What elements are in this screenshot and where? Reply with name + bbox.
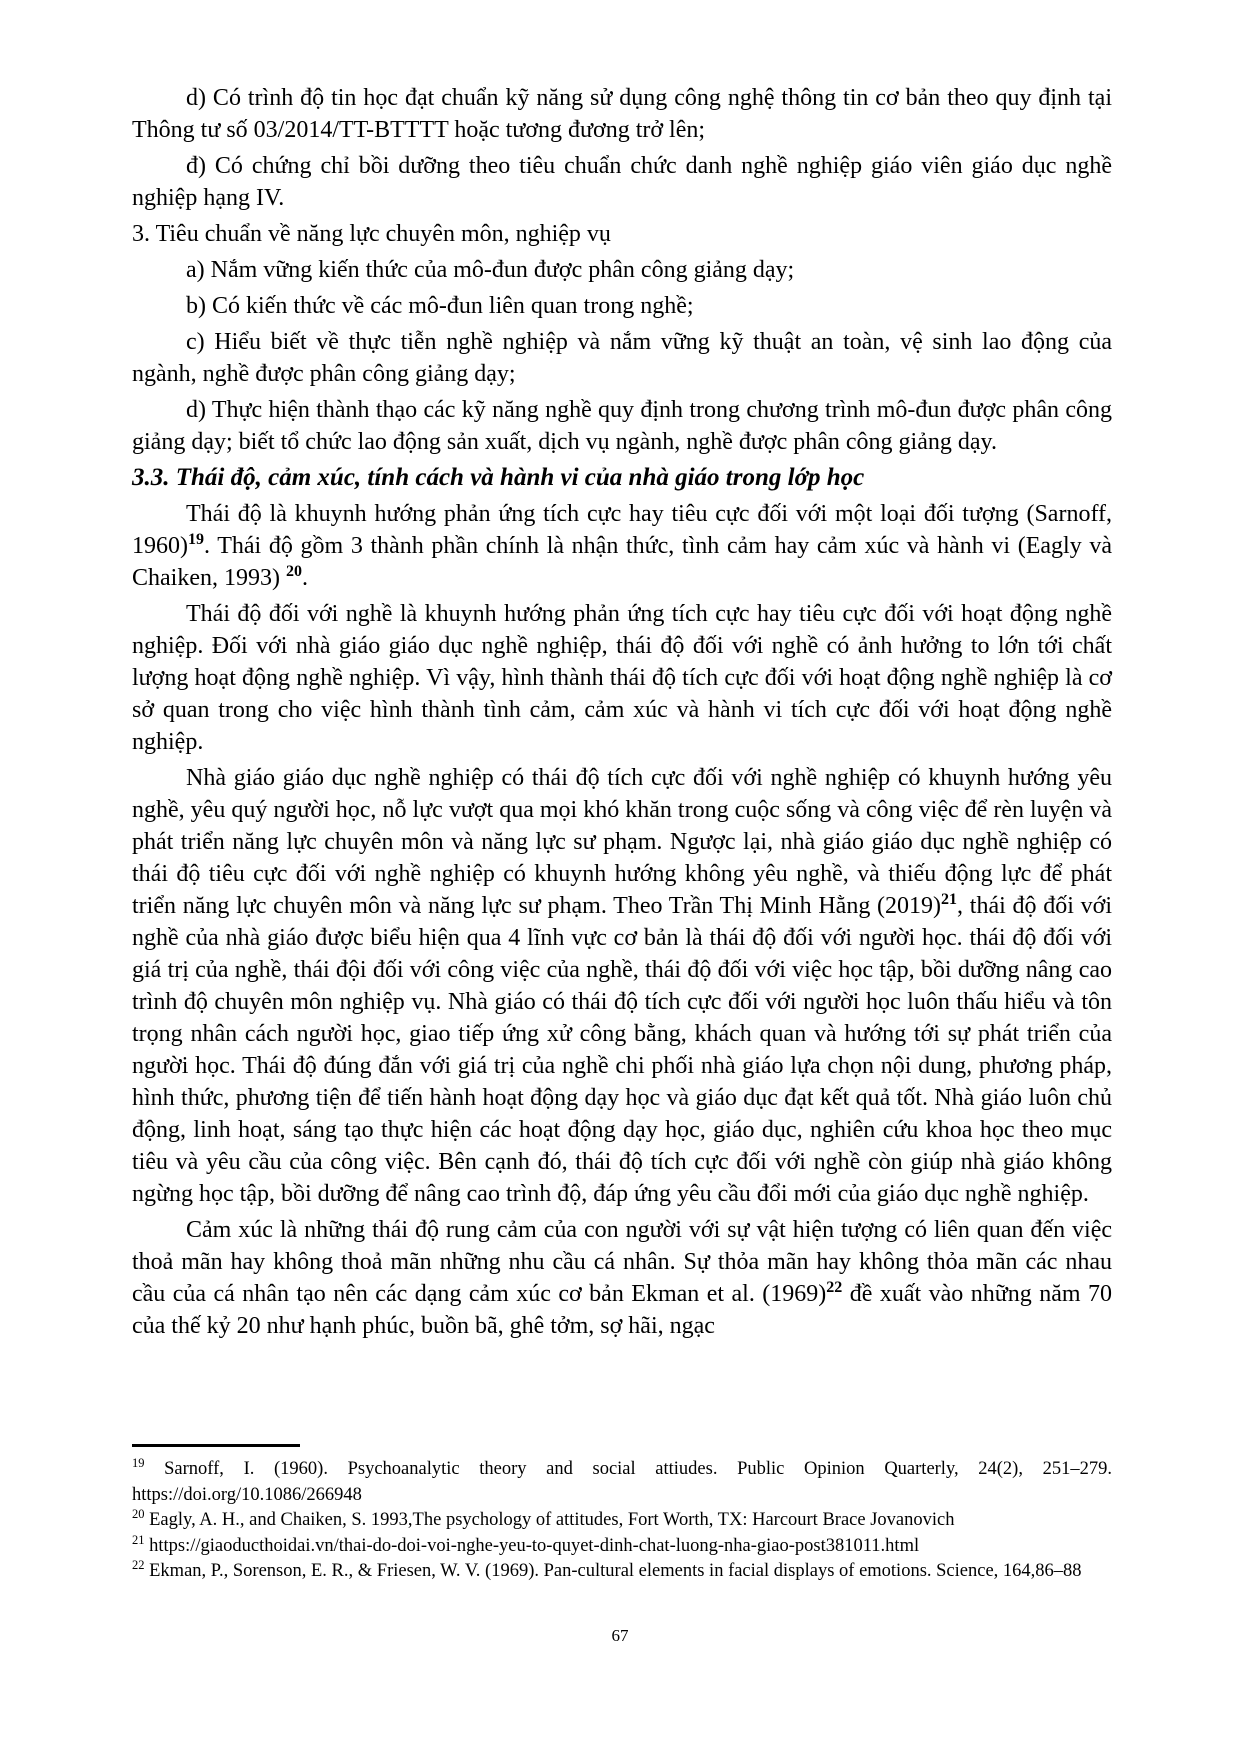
paragraph-text: d) Có trình độ tin học đạt chuẩn kỹ năng sử dụng công nghệ thông tin cơ bản theo quy định tại Thông tư số 03/2014/TT-BTTTT hoặc tương đương trở lên; — [132, 85, 1112, 143]
footnote-19 — [132, 1457, 1112, 1508]
paragraph-text: Thái độ là khuynh hướng phản ứng tích cực hay tiêu cực đối với một loại đối tượng (Sarnoff, 1960) — [132, 501, 1112, 559]
paragraph-emotions — [132, 1214, 1112, 1342]
page-number: 67 — [611, 1626, 629, 1645]
footnote-reference-19: 19 — [188, 531, 204, 548]
paragraph-text: Thái độ đối với nghề là khuynh hướng phản ứng tích cực hay tiêu cực đối với hoạt động nghề nghiệp. Đối với nhà giáo giáo dục nghề nghiệp, thái độ đối với nghề có ảnh hưởng to lớn tới chất lượng hoạt động nghề nghiệp. Vì vậy, hình thành thái độ tích cực đối với hoạt động nghề nghiệp là cơ sở quan trong cho việc hình thành tình cảm, cảm xúc và hành vi tích cực đối với hoạt động nghề nghiệp. — [132, 601, 1112, 755]
paragraph-item-a — [132, 254, 1112, 286]
footnote-21 — [132, 1534, 1112, 1560]
footnote-text: Sarnoff, I. (1960). Psychoanalytic theory and social attiudes. Public Opinion Quarterly, 24(2), 251–279. https://doi.org/10.1086/266948 — [132, 1459, 1112, 1505]
paragraph-text: đề xuất vào những năm 70 của thế kỷ 20 như hạnh phúc, buồn bã, ghê tởm, sợ hãi, ngạc — [132, 1281, 1113, 1339]
paragraph-item-d-informatics — [132, 82, 1112, 146]
paragraph-item-c — [132, 326, 1112, 390]
footnote-text: Ekman, P., Sorenson, E. R., & Friesen, W. V. (1969). Pan-cultural elements in facial displays of emotions. Science, 164,86–88 — [144, 1561, 1082, 1581]
paragraph-standard-3 — [132, 218, 1112, 250]
footnote-reference-20: 20 — [285, 563, 302, 580]
footnote-separator — [132, 1444, 300, 1447]
footnote-number-22: 22 — [132, 1557, 145, 1572]
paragraph-positive-negative-attitude — [132, 762, 1112, 1210]
paragraph-item-dd-certificate — [132, 150, 1112, 214]
footnote-22 — [132, 1559, 1112, 1585]
paragraph-text: , thái độ đối với nghề của nhà giáo được biểu hiện qua 4 lĩnh vực cơ bản là thái độ đối với người học. thái độ đối với giá trị của nghề, thái đội đối với công việc của nghề, thái độ đối với việc học tập, bồi dưỡng nâng cao trình độ chuyên môn nghiệp vụ. Nhà giáo có thái độ tích cực đối với người học luôn thấu hiểu và tôn trọng nhân cách người học, giao tiếp ứng xử công bằng, khách quan và hướng tới sự phát triển của người học. Thái độ đúng đắn với giá trị của nghề chi phối nhà giáo lựa chọn nội dung, phương pháp, hình thức, phương tiện để tiến hành hoạt động dạy học và giáo dục đạt kết quả tốt. Nhà giáo luôn chủ động, linh hoạt, sáng tạo thực hiện các hoạt động dạy học, giáo dục, nghiên cứu khoa học theo mục tiêu và yêu cầu của công việc. Bên cạnh đó, thái độ tích cực đối với nghề còn giúp nhà giáo không ngừng học tập, bồi dưỡng để nâng cao trình độ, đáp ứng yêu cầu đổi mới của giáo dục nghề nghiệp. — [132, 893, 1113, 1207]
paragraph-attitude-definition — [132, 498, 1112, 594]
paragraph-item-d-skills — [132, 394, 1112, 458]
paragraph-text: . — [301, 565, 308, 591]
paragraph-text: đ) Có chứng chỉ bồi dưỡng theo tiêu chuẩn chức danh nghề nghiệp giáo viên giáo dục nghề nghiệp hạng IV. — [132, 153, 1112, 211]
paragraph-text: c) Hiểu biết về thực tiễn nghề nghiệp và nắm vững kỹ thuật an toàn, vệ sinh lao động của ngành, nghề được phân công giảng dạy; — [132, 329, 1112, 387]
section-heading-3-3 — [132, 462, 1112, 494]
paragraph-text: Cảm xúc là những thái độ rung cảm của con người với sự vật hiện tượng có liên quan đến việc thoả mãn hay không thoả mãn những nhu cầu cá nhân. Sự thỏa mãn hay không thỏa mãn các nhau cầu của cá nhân tạo nên các dạng cảm xúc cơ bản Ekman et al. (1969) — [132, 1217, 1112, 1307]
paragraph-attitude-toward-career — [132, 598, 1112, 758]
document-body — [132, 82, 1112, 1346]
footnote-reference-22: 22 — [826, 1279, 843, 1296]
paragraph-item-b — [132, 290, 1112, 322]
paragraph-text: b) Có kiến thức về các mô-đun liên quan trong nghề; — [186, 293, 694, 319]
footnote-text: https://giaoducthoidai.vn/thai-do-doi-voi-nghe-yeu-to-quyet-dinh-chat-luong-nha-giao-post381011.html — [144, 1535, 920, 1556]
footnote-text: Eagly, A. H., and Chaiken, S. 1993,The psychology of attitudes, Fort Worth, TX: Harcourt Brace Jovanovich — [144, 1510, 955, 1530]
footnote-reference-21: 21 — [941, 891, 958, 908]
footnote-number-20: 20 — [132, 1506, 145, 1521]
footnotes-section — [132, 1444, 1112, 1585]
footnote-number-21: 21 — [132, 1532, 145, 1547]
paragraph-text: . Thái độ gồm 3 thành phần chính là nhận thức, tình cảm hay cảm xúc và hành vi (Eagly và Chaiken, 1993) — [132, 533, 1112, 591]
section-heading-text: 3.3. Thái độ, cảm xúc, tính cách và hành vi của nhà giáo trong lớp học — [132, 464, 865, 491]
paragraph-text: Nhà giáo giáo dục nghề nghiệp có thái độ tích cực đối với nghề nghiệp có khuynh hướng yêu nghề, yêu quý người học, nỗ lực vượt qua mọi khó khăn trong cuộc sống và công việc để rèn luyện và phát triển năng lực chuyên môn và năng lực sư phạm. Ngược lại, nhà giáo giáo dục nghề nghiệp có thái độ tiêu cực đối với nghề nghiệp có khuynh hướng không yêu nghề, và thiếu động lực để phát triển năng lực chuyên môn và năng lực sư phạm. Theo Trần Thị Minh Hằng (2019) — [132, 765, 1112, 919]
footnote-number-19: 19 — [132, 1455, 145, 1470]
paragraph-text: d) Thực hiện thành thạo các kỹ năng nghề quy định trong chương trình mô-đun được phân công giảng dạy; biết tổ chức lao động sản xuất, dịch vụ ngành, nghề được phân công giảng dạy. — [132, 397, 1112, 455]
paragraph-text: 3. Tiêu chuẩn về năng lực chuyên môn, nghiệp vụ — [132, 221, 611, 247]
paragraph-text: a) Nắm vững kiến thức của mô-đun được phân công giảng dạy; — [186, 257, 795, 283]
footnote-20 — [132, 1508, 1112, 1534]
